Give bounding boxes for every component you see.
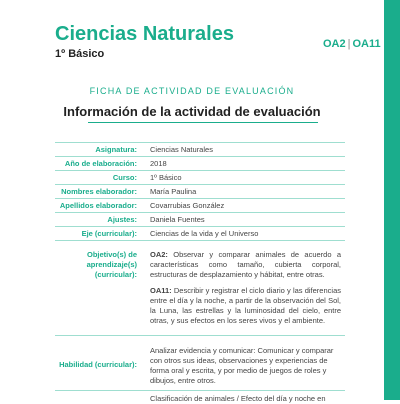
asignatura-label: Asignatura: xyxy=(95,145,137,154)
section-heading: Información de la actividad de evaluación xyxy=(63,104,321,119)
oa-code-left: OA2 xyxy=(323,38,346,50)
eje-label: Eje (curricular): xyxy=(81,229,137,238)
oa2-description xyxy=(150,250,341,280)
nombres-label: Nombres elaborador: xyxy=(61,187,137,196)
table-rule xyxy=(55,198,345,199)
table-rule xyxy=(55,156,345,157)
table-rule xyxy=(55,226,345,227)
objetivos-label: Objetivo(s) de aprendizaje(s) (curricular): xyxy=(86,250,137,279)
oa11-code: OA11: xyxy=(150,286,172,295)
oa-code-right: OA11 xyxy=(352,38,381,50)
eje-value: Ciencias de la vida y el Universo xyxy=(150,229,259,238)
oa11-description xyxy=(150,286,341,326)
next-row-partial: Clasificación de animales / Efecto del día y noche en xyxy=(150,394,326,403)
table-rule xyxy=(55,390,345,391)
heading-underline xyxy=(88,122,318,123)
apellidos-value: Covarrubias González xyxy=(150,201,225,210)
oa-separator: | xyxy=(347,38,351,50)
oa2-code: OA2: xyxy=(150,250,168,259)
table-rule xyxy=(55,170,345,171)
table-rule xyxy=(55,335,345,336)
table-rule xyxy=(55,184,345,185)
side-accent-bar xyxy=(384,0,400,400)
habilidad-value: Analizar evidencia y comunicar: Comunicar y comparar con otros sus ideas, observaciones y experiencias de forma oral y escrita, y por medio de juegos de roles y dibujos, entre otros. xyxy=(150,346,334,385)
curso-label: Curso: xyxy=(112,173,137,182)
curso-value: 1º Básico xyxy=(150,173,182,182)
ajustes-label: Ajustes: xyxy=(107,215,137,224)
oa-codes xyxy=(323,38,381,50)
apellidos-label: Apellidos elaborador: xyxy=(59,201,137,210)
grade-subtitle: 1º Básico xyxy=(55,48,105,60)
nombres-value: María Paulina xyxy=(150,187,197,196)
anio-value: 2018 xyxy=(150,159,167,168)
oa2-text: Observar y comparar animales de acuerdo a características como tamaño, cubierta corporal, estructuras de desplazamiento y hábitat, entre otras. xyxy=(150,250,341,279)
table-rule xyxy=(55,240,345,241)
ajustes-value: Daniela Fuentes xyxy=(150,215,205,224)
page-title: Ciencias Naturales xyxy=(55,23,234,45)
asignatura-value: Ciencias Naturales xyxy=(150,145,213,154)
habilidad-label: Habilidad (curricular): xyxy=(59,360,137,369)
oa11-text: Describir y registrar el ciclo diario y las diferencias entre el día y la noche, a partir de la observación del Sol, la Luna, las estrellas y la luminosidad del cielo, entre otras, y sus efectos en los seres vivos y el ambiente. xyxy=(150,286,341,325)
anio-label: Año de elaboración: xyxy=(64,159,137,168)
ficha-kicker: FICHA DE ACTIVIDAD DE EVALUACIÓN xyxy=(89,86,295,96)
table-rule xyxy=(55,142,345,143)
table-rule xyxy=(55,212,345,213)
